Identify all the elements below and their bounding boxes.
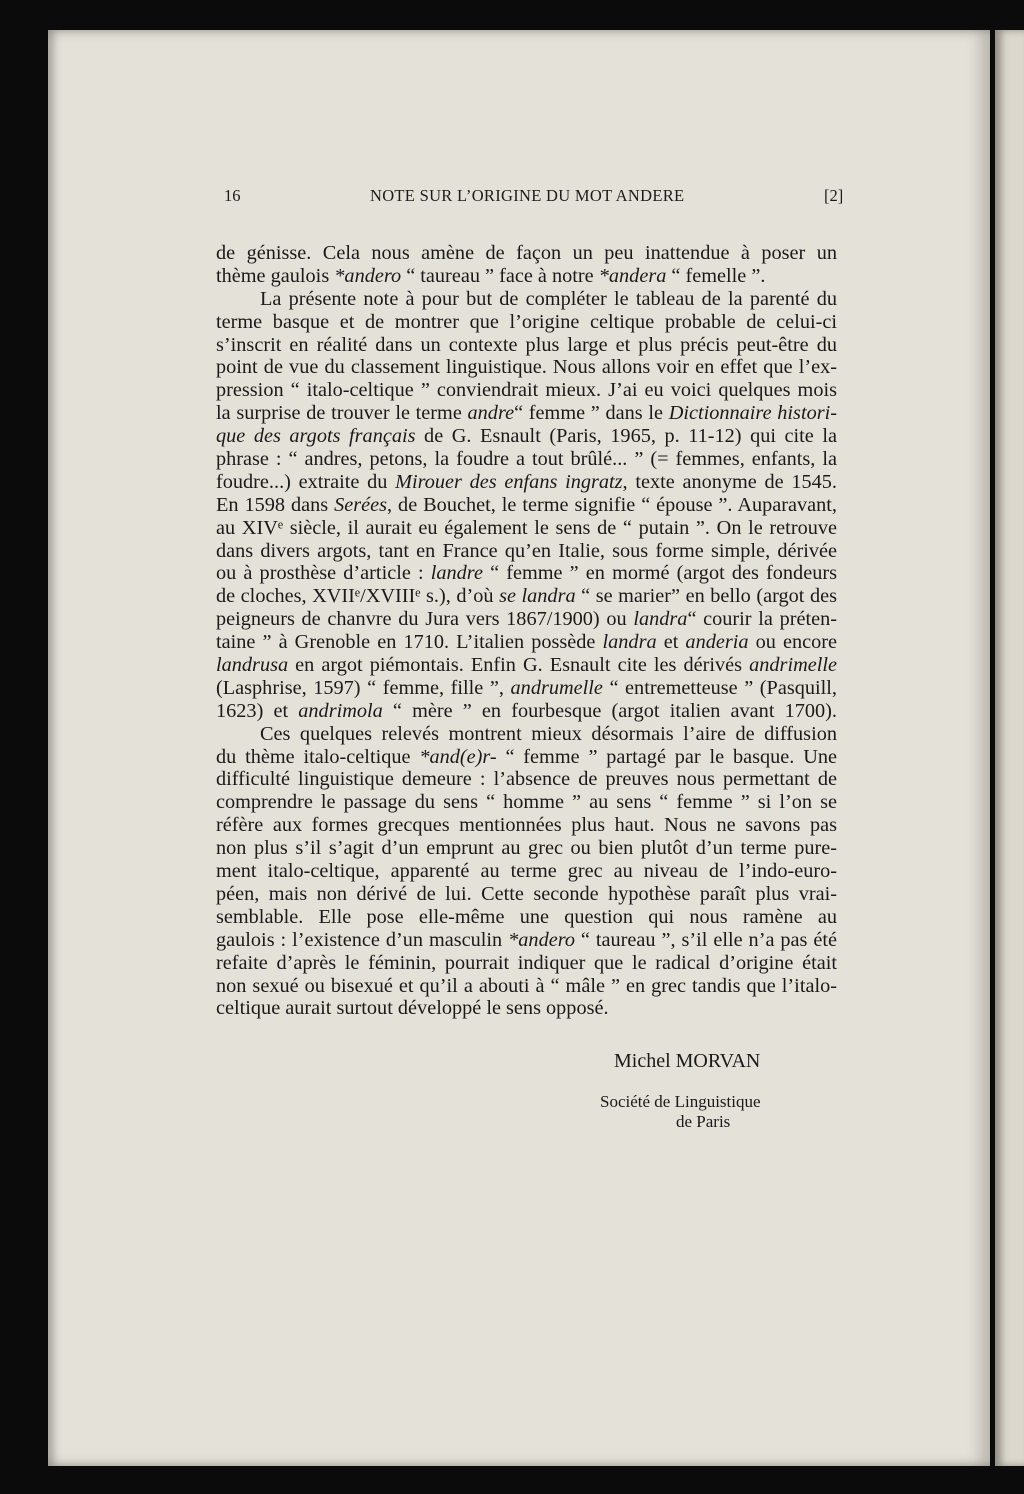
text-segment: en argot piémontais. Enfin G. Esnault cite les dérivés [288, 654, 750, 677]
text-segment: de génisse. Cela nous amène de façon un peu inattendue à poser un [216, 242, 837, 264]
italic-term: Dictionnaire histori- [668, 402, 837, 425]
italic-term: *and(e)r- [419, 745, 497, 768]
text-line [216, 906, 837, 929]
text-line [216, 791, 837, 814]
italic-term: landra [633, 608, 688, 631]
text-segment: peigneurs de chanvre du Jura vers 1867/1900) ou [216, 608, 634, 631]
text-line [216, 585, 837, 608]
author-name: Michel MORVAN [614, 1050, 761, 1072]
text-line [216, 608, 837, 631]
text-segment: pression “ italo-celtique ” conviendrait mieux. J’ai eu voici quelques mois [216, 379, 837, 402]
text-segment: , de Bouchet, le terme signifie “ épouse ”. Auparavant, [387, 493, 837, 516]
text-line [216, 837, 837, 860]
italic-term: andre [467, 402, 515, 425]
text-segment: “ femme ” dans le [514, 402, 669, 425]
text-segment: au XIVᵉ siècle, il aurait eu également le sens de “ putain ”. On le retrouve [216, 516, 837, 539]
text-segment: foudre...) extraite du [216, 470, 396, 493]
text-line [216, 677, 837, 700]
text-line [216, 746, 837, 769]
text-line [216, 471, 837, 494]
text-line [216, 402, 837, 425]
italic-term: se landra [499, 585, 576, 608]
text-line [216, 288, 837, 311]
italic-term: anderia [685, 631, 749, 654]
text-segment: “ femelle ”. [666, 264, 766, 287]
text-segment: taine ” à Grenoble en 1710. L’italien possède [216, 631, 603, 654]
text-line [216, 334, 837, 357]
text-line [216, 700, 837, 723]
text-line [216, 768, 837, 791]
text-line [216, 448, 837, 471]
text-line [216, 814, 837, 837]
text-segment: du thème italo-celtique [216, 745, 420, 768]
text-segment: celtique aurait surtout développé le sens opposé. [216, 997, 609, 1020]
text-segment: Ces quelques relevés montrent mieux désormais l’aire de diffusion [260, 722, 837, 745]
italic-term: landra [602, 631, 657, 654]
text-segment: de G. Esnault (Paris, 1965, p. 11-12) qui cite la [415, 425, 837, 448]
section-number: [2] [824, 186, 844, 205]
text-segment: phrase : “ andres, petons, la foudre a tout brûlé... ” (= femmes, enfants, la [216, 448, 837, 471]
running-title: NOTE SUR L’ORIGINE DU MOT ANDERE [370, 186, 685, 205]
text-segment: terme basque et de montrer que l’origine celtique probable de celui-ci [216, 310, 837, 333]
text-segment: dans divers argots, tant en France qu’en Italie, sous forme simple, dérivée [216, 539, 837, 562]
text-line [216, 654, 837, 677]
text-line [216, 356, 837, 379]
text-segment: s’inscrit en réalité dans un contexte plus large et plus précis peut-être du [216, 333, 837, 356]
text-line [216, 723, 837, 746]
italic-term: andrimola [298, 699, 383, 722]
text-line [216, 631, 837, 654]
text-segment: “ mère ” en fourbesque (argot italien avant 1700). [382, 699, 838, 722]
text-segment: “ femme ” en mormé (argot des fondeurs [482, 562, 837, 585]
italic-term: *andero [334, 264, 402, 287]
text-segment: “ taureau ” face à notre [401, 264, 599, 287]
author-affiliation: Société de Linguistique [600, 1092, 761, 1111]
text-segment: (Lasphrise, 1597) “ femme, fille ”, [216, 676, 511, 699]
text-segment: “ entremetteuse ” (Pasquill, [602, 676, 837, 699]
text-segment: la surprise de trouver le terme [216, 402, 468, 425]
text-segment: de cloches, XVIIᵉ/XVIIIᵉ s.), d’où [216, 585, 500, 608]
text-line [216, 517, 837, 540]
text-segment: “ taureau ”, s’il elle n’a pas été [575, 928, 837, 951]
text-segment: gaulois : l’existence d’un masculin [216, 928, 509, 951]
text-segment: non plus s’il s’agit d’un emprunt au grec ou bien plutôt d’un terme pure- [216, 837, 837, 860]
text-segment: comprendre le passage du sens “ homme ” au sens “ femme ” si l’on se [216, 791, 837, 814]
italic-term: *andera [598, 264, 667, 287]
text-segment: ou à prosthèse d’article : [216, 562, 431, 585]
italic-term: Mirouer des enfans ingratz [395, 470, 623, 493]
text-line [216, 929, 837, 952]
text-segment: péen, mais non dérivé de lui. Cette seconde hypothèse paraît plus vrai- [216, 882, 837, 905]
italic-term: que des argots français [216, 425, 416, 448]
text-segment: réfère aux formes grecques mentionnées plus haut. Nous ne savons pas [216, 814, 837, 837]
text-segment: difficulté linguistique demeure : l’absence de preuves nous permettant de [216, 768, 837, 791]
text-segment: , texte anonyme de 1545. [622, 470, 837, 493]
text-line [216, 265, 837, 288]
text-line [216, 242, 837, 265]
author-affiliation-city: de Paris [676, 1112, 731, 1131]
text-segment: En 1598 dans [216, 493, 335, 516]
text-segment: ou encore [748, 631, 838, 654]
italic-term: Serées [334, 493, 388, 516]
article-body [216, 242, 837, 1020]
text-line [216, 494, 837, 517]
text-segment: “ courir la préten- [687, 608, 837, 631]
text-line [216, 883, 837, 906]
text-segment: “ femme ” partagé par le basque. Une [496, 745, 837, 768]
text-line [216, 562, 837, 585]
text-segment: non sexué ou bisexué et qu’il a abouti à “ mâle ” en grec tandis que l’italo- [216, 974, 837, 997]
text-segment: 1623) et [216, 699, 299, 722]
text-segment: “ se marier” en bello (argot des [575, 585, 837, 608]
text-line [216, 997, 837, 1020]
text-segment: ment italo-celtique, apparenté au terme grec au niveau de l’indo-euro- [216, 860, 837, 883]
page-number: 16 [224, 186, 241, 205]
italic-term: andrumelle [510, 676, 603, 699]
text-line [216, 860, 837, 883]
text-line [216, 540, 837, 563]
text-segment: refaite d’après le féminin, pourrait indiquer que le radical d’origine était [216, 951, 837, 974]
italic-term: landrusa [216, 654, 289, 677]
text-segment: semblable. Elle pose elle-même une question qui nous ramène au [216, 905, 837, 928]
text-segment: thème gaulois [216, 264, 335, 287]
text-line [216, 311, 837, 334]
text-line [216, 379, 837, 402]
text-line [216, 952, 837, 975]
text-line [216, 425, 837, 448]
italic-term: andrimelle [749, 654, 837, 677]
italic-term: *andero [508, 928, 575, 951]
text-segment: et [656, 631, 686, 654]
text-segment: La présente note à pour but de compléter le tableau de la parenté du [260, 287, 837, 310]
text-line [216, 975, 837, 998]
italic-term: landre [430, 562, 483, 585]
text-segment: point de vue du classement linguistique. Nous allons voir en effet que l’ex- [216, 356, 837, 379]
facing-page-edge [995, 30, 1024, 1466]
